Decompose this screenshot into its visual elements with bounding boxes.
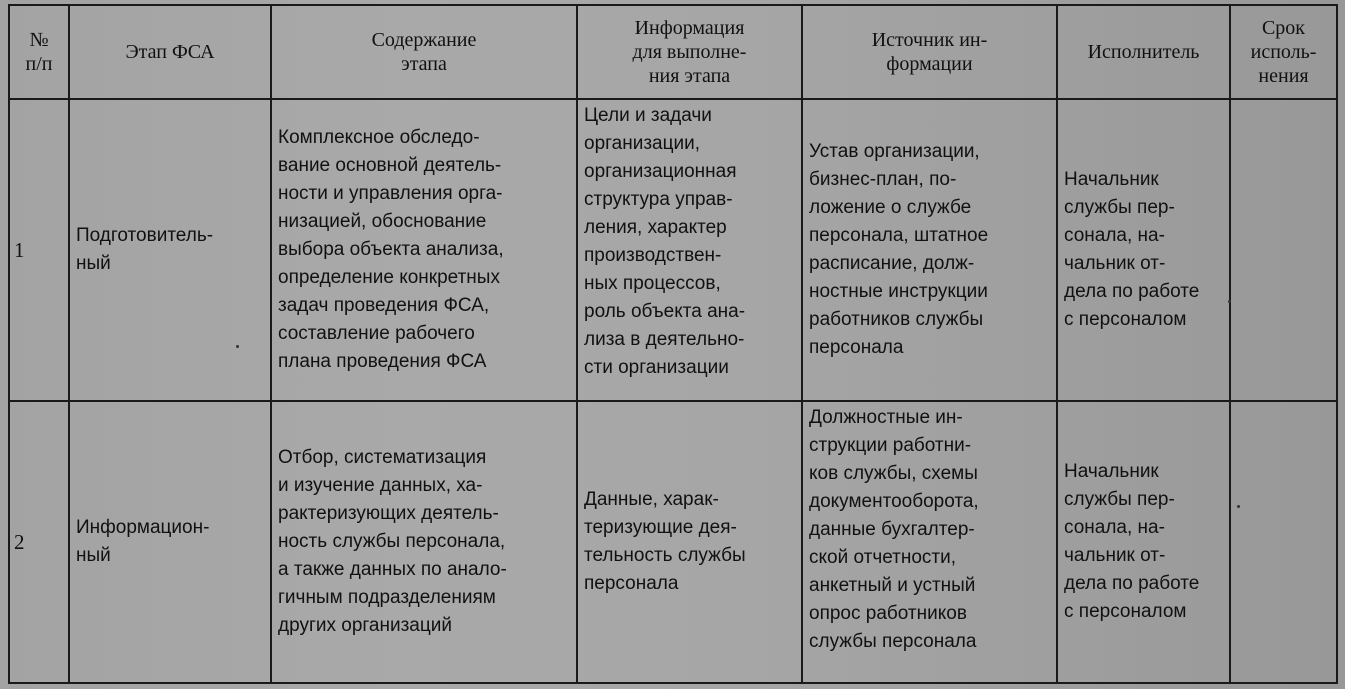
header-source: Источник ин- формации xyxy=(802,5,1057,99)
cell-content: Комплексное обследо- вание основной деятель- ности и управления орга- низацией, обоснование выбора объекта анализа, определение конкретных задач проведения ФСА, составление рабочего плана проведения ФСА xyxy=(271,99,577,401)
cell-executor: Начальник службы пер- сонала, на- чальник от- дела по работе с персоналом xyxy=(1057,99,1230,401)
scan-speck xyxy=(1228,300,1231,303)
cell-stage: Информацион- ный xyxy=(69,401,271,683)
table-row xyxy=(9,401,1337,683)
cell-info: Цели и задачи организации, организационная структура управ- ления, характер производствен- ных процессов, роль объекта ана- лиза в деятельно- сти организации xyxy=(577,99,802,401)
cell-info: Данные, харак- теризующие дея- тельность службы персонала xyxy=(577,401,802,683)
cell-source: Должностные ин- струкции работни- ков службы, схемы документооборота, данные бухгалтер- ской отчетности, анкетный и устный опрос работников службы персонала xyxy=(802,401,1057,683)
cell-content: Отбор, систематизация и изучение данных, ха- рактеризующих деятель- ность службы персонала, а также данных по анало- гичным подразделениям других организаций xyxy=(271,401,577,683)
cell-num: 1 xyxy=(9,99,69,401)
cell-source: Устав организации, бизнес-план, по- ложение о службе персонала, штатное расписание, долж- ностные инструкции работников службы персонала xyxy=(802,99,1057,401)
cell-term xyxy=(1230,401,1337,683)
header-info: Информация для выполне- ния этапа xyxy=(577,5,802,99)
cell-executor: Начальник службы пер- сонала, на- чальник от- дела по работе с персоналом xyxy=(1057,401,1230,683)
header-term: Срок исполь- нения xyxy=(1230,5,1337,99)
table-row xyxy=(9,99,1337,401)
header-num: № п/п xyxy=(9,5,69,99)
header-stage: Этап ФСА xyxy=(69,5,271,99)
fsa-stages-table xyxy=(8,4,1338,684)
cell-term xyxy=(1230,99,1337,401)
cell-stage: Подготовитель- ный xyxy=(69,99,271,401)
scan-speck xyxy=(1237,505,1240,508)
scan-speck xyxy=(236,345,239,348)
cell-num: 2 xyxy=(9,401,69,683)
table-header-row xyxy=(9,5,1337,99)
header-content: Содержание этапа xyxy=(271,5,577,99)
header-executor: Исполнитель xyxy=(1057,5,1230,99)
